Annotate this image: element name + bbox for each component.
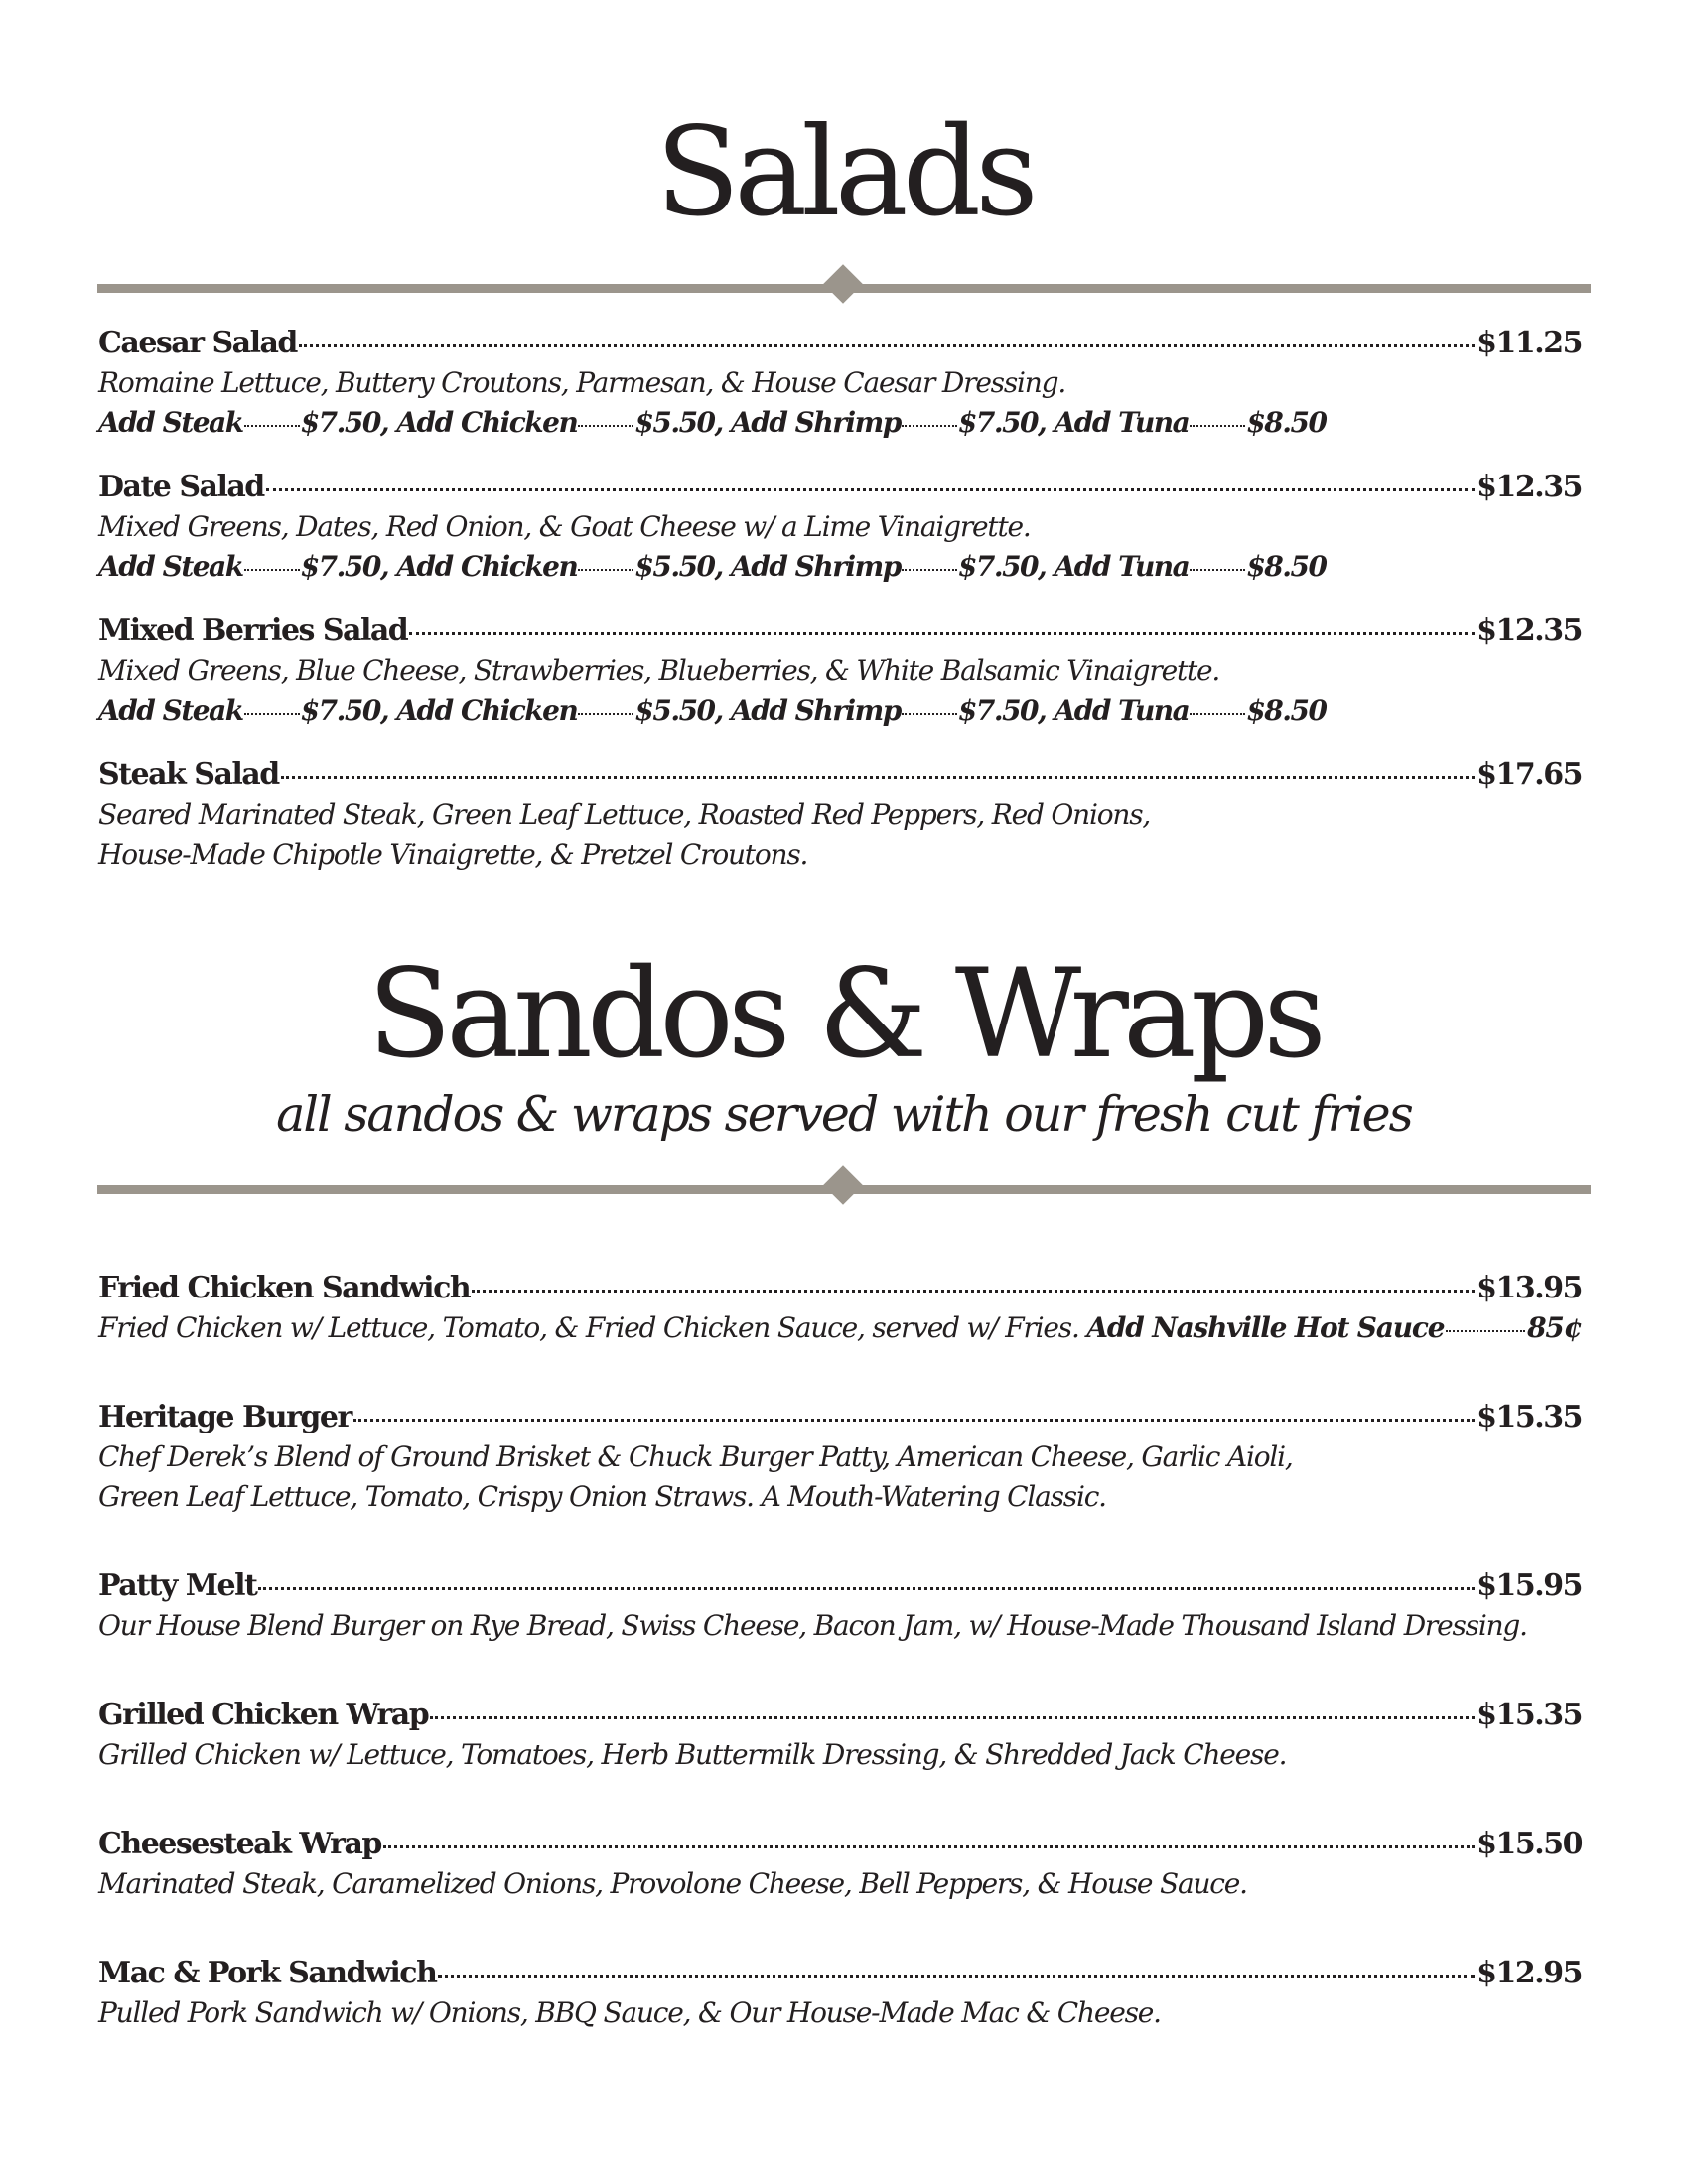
menu-item-fried-chicken-sandwich xyxy=(98,1269,1582,1348)
item-price: $15.35 xyxy=(1477,1400,1582,1434)
item-name: Mac & Pork Sandwich xyxy=(98,1956,437,1990)
menu-item-mac-pork-sandwich xyxy=(98,1954,1582,2033)
addon-shrimp: Add Shrimp $7.50, xyxy=(731,550,1047,583)
item-price: $12.35 xyxy=(1477,614,1582,648)
dot-leader xyxy=(299,344,1475,347)
item-name: Caesar Salad xyxy=(98,326,297,360)
salads-heading: Salads xyxy=(655,101,1033,244)
item-price: $17.65 xyxy=(1477,757,1582,792)
item-name: Mixed Berries Salad xyxy=(98,614,408,648)
menu-item-patty-melt xyxy=(98,1567,1582,1646)
item-description: Marinated Steak, Caramelized Onions, Provolone Cheese, Bell Peppers, & House Sauce. xyxy=(98,1867,1247,1900)
addon-nashville-hot-sauce: Add Nashville Hot Sauce xyxy=(1086,1311,1445,1344)
addon-shrimp: Add Shrimp $7.50, xyxy=(731,694,1047,727)
menu-item-grilled-chicken-wrap xyxy=(98,1696,1582,1775)
addon-list xyxy=(98,403,1582,443)
dot-leader xyxy=(266,488,1475,491)
item-name: Date Salad xyxy=(98,470,264,504)
menu-item-cheesesteak-wrap xyxy=(98,1825,1582,1904)
item-price: $13.95 xyxy=(1477,1271,1582,1305)
addon-tuna: Add Tuna $8.50 xyxy=(1054,406,1327,439)
item-description-text: Fried Chicken w/ Lettuce, Tomato, & Fried Chicken Sauce, served w/ Fries. xyxy=(98,1311,1079,1344)
sandos-subtitle: all sandos & wraps served with our fresh cut fries xyxy=(276,1086,1412,1143)
menu-item-date-salad xyxy=(98,468,1582,587)
dot-leader xyxy=(258,1587,1475,1590)
addon-chicken: Add Chicken $5.50, xyxy=(396,694,723,727)
addon-steak: Add Steak $7.50, xyxy=(98,694,389,727)
addon-steak: Add Steak $7.50, xyxy=(98,406,389,439)
item-name: Steak Salad xyxy=(98,757,279,792)
item-description: Grilled Chicken w/ Lettuce, Tomatoes, Herb Buttermilk Dressing, & Shredded Jack Cheese. xyxy=(98,1738,1287,1771)
item-description-line-2: Green Leaf Lettuce, Tomato, Crispy Onion Straws. A Mouth-Watering Classic. xyxy=(98,1480,1106,1513)
item-description-line-1: Seared Marinated Steak, Green Leaf Lettuce, Roasted Red Peppers, Red Onions, xyxy=(98,798,1151,831)
item-price: $15.50 xyxy=(1477,1827,1582,1861)
item-description xyxy=(98,1308,1582,1348)
item-description-line-1: Chef Derek’s Blend of Ground Brisket & Chuck Burger Patty, American Cheese, Garlic Aioli, xyxy=(98,1440,1293,1473)
salads-divider xyxy=(97,266,1591,306)
addon-list xyxy=(98,691,1582,731)
addon-list xyxy=(98,547,1582,587)
dot-leader xyxy=(409,632,1475,635)
item-name: Cheesesteak Wrap xyxy=(98,1827,381,1861)
item-price: $15.95 xyxy=(1477,1569,1582,1603)
item-price: $12.95 xyxy=(1477,1956,1582,1990)
item-name: Heritage Burger xyxy=(98,1400,352,1434)
addon-price: 85¢ xyxy=(1527,1311,1582,1344)
item-name: Grilled Chicken Wrap xyxy=(98,1698,429,1732)
dot-leader xyxy=(438,1975,1475,1978)
item-description: Romaine Lettuce, Buttery Croutons, Parmesan, & House Caesar Dressing. xyxy=(98,366,1066,399)
item-description-line-2: House-Made Chipotle Vinaigrette, & Pretzel Croutons. xyxy=(98,838,808,871)
item-description: Our House Blend Burger on Rye Bread, Swiss Cheese, Bacon Jam, w/ House-Made Thousand Island Dressing. xyxy=(98,1609,1527,1642)
sandos-heading: Sandos & Wraps xyxy=(367,943,1321,1086)
dot-leader xyxy=(472,1290,1475,1293)
dot-leader xyxy=(430,1716,1475,1719)
diamond-ornament-icon xyxy=(823,1165,863,1205)
addon-steak: Add Steak $7.50, xyxy=(98,550,389,583)
dot-leader xyxy=(1446,1330,1525,1332)
addon-shrimp: Add Shrimp $7.50, xyxy=(731,406,1047,439)
addon-tuna: Add Tuna $8.50 xyxy=(1054,550,1327,583)
diamond-ornament-icon xyxy=(823,264,863,304)
addon-chicken: Add Chicken $5.50, xyxy=(396,406,723,439)
item-description: Mixed Greens, Blue Cheese, Strawberries, Blueberries, & White Balsamic Vinaigrette. xyxy=(98,654,1220,687)
item-description: Pulled Pork Sandwich w/ Onions, BBQ Sauce, & Our House-Made Mac & Cheese. xyxy=(98,1996,1161,2029)
menu-item-heritage-burger xyxy=(98,1398,1582,1517)
dot-leader xyxy=(383,1845,1475,1848)
menu-item-steak-salad xyxy=(98,755,1582,875)
menu-item-mixed-berries-salad xyxy=(98,612,1582,731)
item-name: Fried Chicken Sandwich xyxy=(98,1271,471,1305)
addon-tuna: Add Tuna $8.50 xyxy=(1054,694,1327,727)
item-price: $15.35 xyxy=(1477,1698,1582,1732)
item-name: Patty Melt xyxy=(98,1569,257,1603)
item-price: $11.25 xyxy=(1477,326,1582,360)
menu-item-caesar-salad xyxy=(98,324,1582,443)
sandos-divider xyxy=(97,1167,1591,1207)
item-price: $12.35 xyxy=(1477,470,1582,504)
dot-leader xyxy=(281,776,1475,779)
dot-leader xyxy=(353,1419,1475,1422)
item-description: Mixed Greens, Dates, Red Onion, & Goat Cheese w/ a Lime Vinaigrette. xyxy=(98,510,1031,543)
addon-chicken: Add Chicken $5.50, xyxy=(396,550,723,583)
